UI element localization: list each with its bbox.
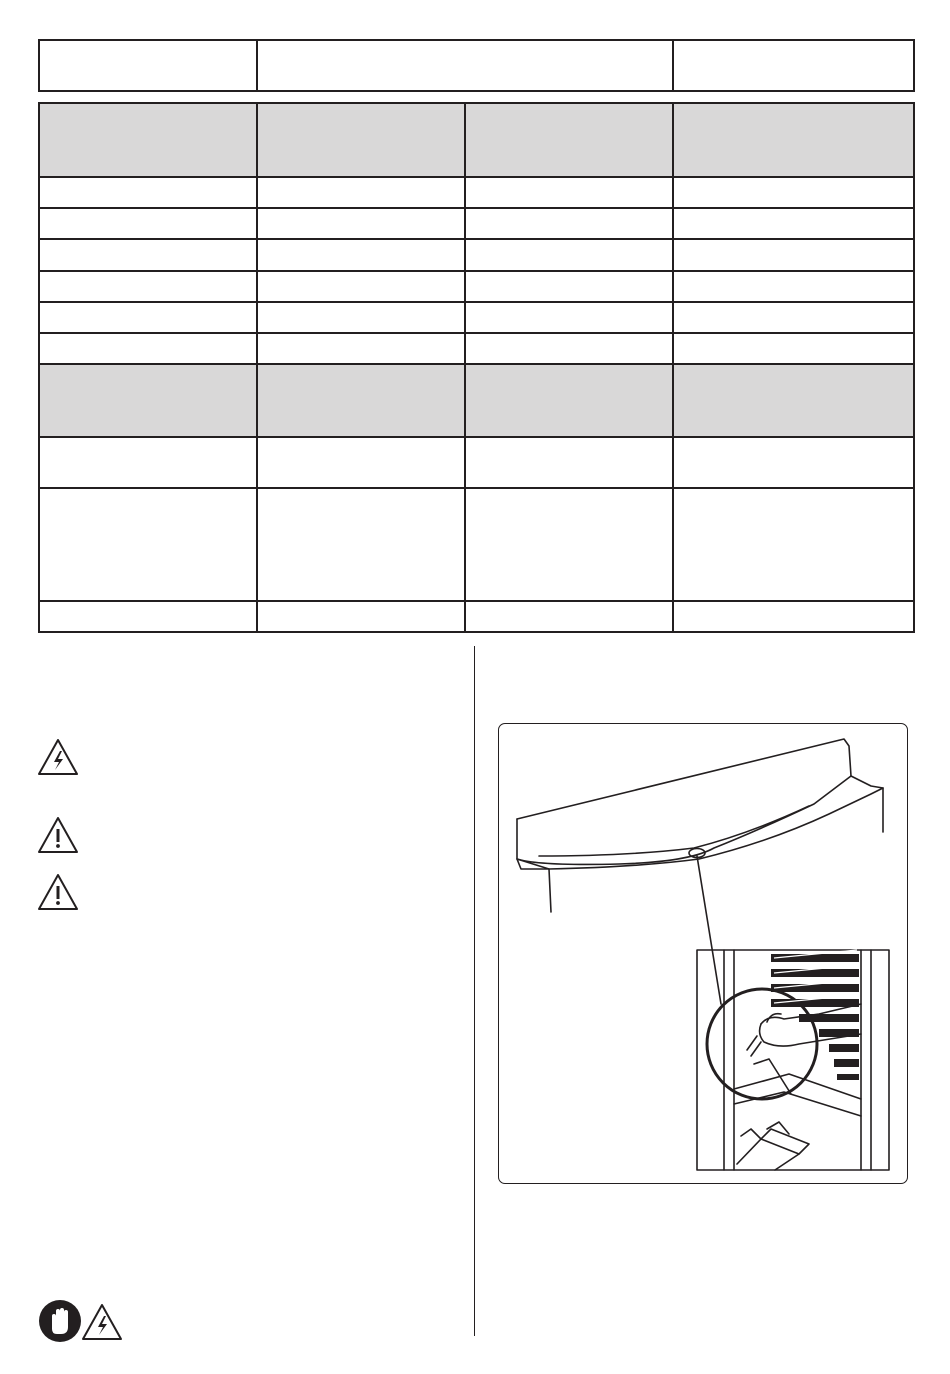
exclamation-warning-icon xyxy=(36,872,80,912)
table-row-line xyxy=(38,436,915,438)
table-header-row-1 xyxy=(40,104,913,176)
table-row-line xyxy=(38,487,915,489)
drain-hole-cleaning-illustration xyxy=(498,723,908,1184)
table-column-line xyxy=(464,102,466,633)
exclamation-warning-icon xyxy=(36,815,80,855)
table-row-line xyxy=(38,363,915,365)
table-column-line xyxy=(672,102,674,633)
table-row-line xyxy=(38,332,915,334)
table-column-line xyxy=(256,102,258,633)
illustration-drawing xyxy=(499,724,906,1182)
table-row-line xyxy=(38,207,915,209)
hand-stop-icon xyxy=(38,1299,82,1343)
table-row-line xyxy=(38,238,915,240)
table-header-row-2 xyxy=(40,365,913,436)
table-row-line xyxy=(38,176,915,178)
column-divider xyxy=(474,646,475,1336)
electric-shock-warning-icon xyxy=(80,1302,124,1342)
table-row-line xyxy=(38,270,915,272)
title-bar-divider-2 xyxy=(672,39,674,92)
table-row-line xyxy=(38,600,915,602)
title-bar-divider-1 xyxy=(256,39,258,92)
table-row-line xyxy=(38,301,915,303)
title-bar xyxy=(38,39,915,92)
electric-shock-warning-icon xyxy=(36,737,80,777)
